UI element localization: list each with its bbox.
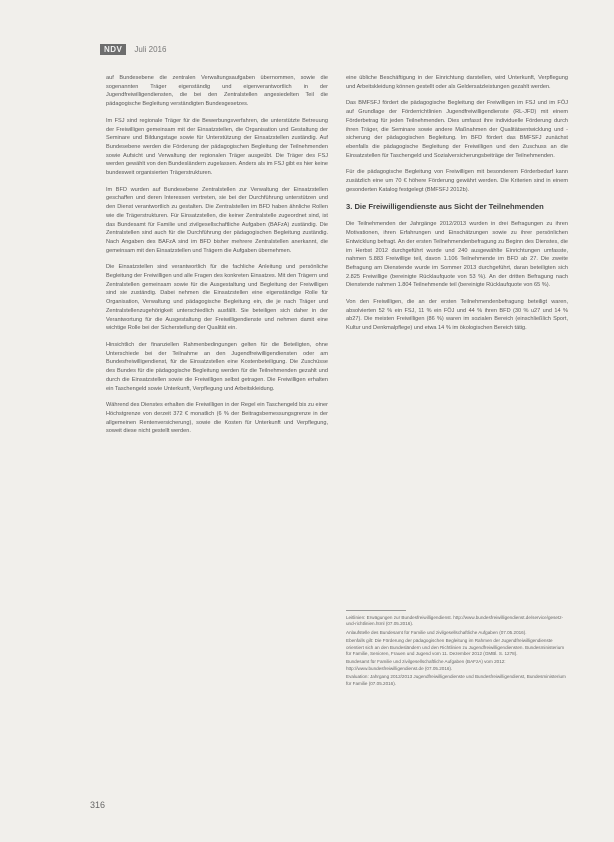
right-paragraph-3: Für die pädagogische Begleitung von Freiwilligen mit besonderem Förderbedarf kann zusätzlich eine um 70 € höhere Förderung gewährt werden. Die Kriterien sind in einem gesonderten Katalog festgelegt (BMFSFJ 2012b). [346, 169, 568, 193]
right-column [346, 74, 568, 341]
left-column [106, 74, 328, 444]
section-heading: 3. Die Freiwilligendienste aus Sicht der Teilnehmenden [346, 202, 544, 212]
left-paragraph-1: auf Bundesebene die zentralen Verwaltungsaufgaben übernommen, sowie die sogenannten Träger eigenständig und eigenverantwortlich in der Jugendfreiwilligendiensten, die bei den Zentralstellen angesiedelten Teil die pädagogische Begleitung verständigten Bundesgesetzes. [106, 75, 328, 108]
issue-date: Juli 2016 [134, 44, 167, 54]
left-paragraph-3: Im BFD wurden auf Bundesebene Zentralstellen zur Verwaltung der Einsatzstellen geschaffen und deren Interessen vertreten, sie bei der Durchführung unterstützen und den Dienst verantwortlich zu gestalten. Die Zentralstellen im BFD haben ähnliche Rollen wie die Trägerstrukturen. Für Einsatzstellen, die keiner Zentralstelle zugeordnet sind, ist das Bundesamt für Familie und zivilgesellschaftliche Aufgaben (BAFzA) zuständig. Die Zentralstellen sind auch für die Durchführung der pädagogischen Begleitung zuständig. Nach Angaben des BAFzA sind im BFD bisher mehrere Zentralstellen anerkannt, die gemeinsam mit den Einsatzstellen und Trägern die Aufgaben übernehmen. [106, 186, 328, 254]
footnote-1: Leitlinien: Erwägungen zur Bundesfreiwilligendienst. http://www.bundesfreiwilligendienst.de/service/gesetz-und-richtlinien.html (07.05.2016). [346, 615, 564, 627]
left-paragraph-4: Die Einsatzstellen sind verantwortlich für die fachliche Anleitung und persönliche Begleitung der Freiwilligen und alle Fragen des konkreten Einsatzes. Mit den Trägern und Zentralstellen gemeinsam sowie für die Ausgestaltung und Begleitung der Freiwilligen sind sie zuständig. Dabei nehmen die Einsatzstellen eine eigenständige Rolle für Organisation, Verwaltung und pädagogische Begleitung ein, die je nach Träger und Zentralstellenzugehörigkeit unterschiedlich ausfällt. Sie beteiligen sich daher in der Verantwortung für die Ausgestaltung der Freiwilligendienste und nehmen damit eine wichtige Rolle bei der Sicherstellung der Qualität ein. [106, 264, 328, 332]
footnote-5: Evaluation: Jahrgang 2012/2013 Jugendfreiwilligendienste und Bundesfreiwilligendienst, Bundesministerium für Familie (07.05.2016). [346, 674, 566, 686]
footnote-divider [346, 610, 406, 611]
right-paragraph-4: Die Teilnehmenden der Jahrgänge 2012/2013 wurden in drei Befragungen zu ihren Motivationen, ihren Erfahrungen und Einschätzungen sowie zu ihrer persönlichen Entwicklung befragt. An der ersten Teilnehmendenbefragung zu Beginn des Dienstes, die im Herbst 2012 durchgeführt wurde und 240 ausgewählte Einrichtungen umfasste, nahmen 5.883 Freiwillige teil, davon 1.106 Teilnehmende im BFD ab 27. Die zweite Befragung am Dienstende wurde im Sommer 2013 durchgeführt, daran beteiligten sich 2.825 Freiwillige (bereinigte Rücklaufquote von 53 %). An der dritten Befragung nach Dienstende nahmen 1.804 Teilnehmende teil (bereinigte Rücklaufquote von 65 %). [346, 221, 568, 289]
page-number: 316 [90, 800, 106, 810]
footnotes [346, 610, 568, 689]
left-paragraph-2: Im FSJ sind regionale Träger für die Bewerbungsverfahren, die unterstützte Betreuung der Freiwilligen gemeinsam mit der Einsatzstellen, die Organisation und Gestaltung der Seminare und Bildungstage sowie für Unterstützung der Einsatzstellen zuständig. Auf Bundesebene werden die Förderung der pädagogischen Begleitung der Teilnehmenden sowie Aufsicht und Verwaltung der regionalen Träger ausgeübt. Die Träger des FSJ werden gewählt von den Bundesländern zugelassen. Anders als im FSJ gibt es hier keine bundesweit organisierten Trägerstrukturen. [106, 117, 328, 177]
footnote-3: Ebenfalls gilt: Die Förderung der pädagogischen Begleitung im Rahmen der Jugendfreiwilligendienste orientiert sich an den Bundesländern und den Richtlinien zu Jugendfreiwilligendiensten. Bundesministerium für Familie, Senioren, Frauen und Jugend vom 11. Dezember 2012 (GMBl. S. 1278). [346, 638, 565, 657]
footnote-4: Bundesamt für Familie und zivilgesellschaftliche Aufgaben (BAFzA) vom 2012: http://www.bundesfreiwilligendienst.de (07.05.2016). [346, 659, 506, 671]
right-paragraph-5: Von den Freiwilligen, die an der ersten Teilnehmendenbefragung beteiligt waren, absolvierten 52 % ein FSJ, 11 % ein FÖJ und 44 % ihren BFD (30 % u27 und 14 % ab27). Die meisten Freiwilligen (86 %) waren im sozialen Bereich (einschließlich Sport, Kultur und Denkmalpflege) und etwa 14 % im ökologischen Bereich tätig. [346, 299, 568, 332]
page-header [100, 42, 166, 56]
journal-badge: NDV [100, 44, 126, 55]
right-paragraph-1: eine übliche Beschäftigung in der Einrichtung darstellen, wird Unterkunft, Verpflegung und Arbeitskleidung können gestellt oder als Geldersatzleistungen gezahlt werden. [346, 75, 568, 90]
left-paragraph-6: Während des Dienstes erhalten die Freiwilligen in der Regel ein Taschengeld bis zu einer Höchstgrenze von derzeit 372 € monatlich (6 % der Beitragsbemessungsgrenze in der allgemeinen Rentenversicherung), sowie die Kosten für Unterkunft und Verpflegung, soweit diese nicht gestellt werden. [106, 402, 328, 435]
right-paragraph-2: Das BMFSFJ fördert die pädagogische Begleitung der Freiwilligen im FSJ und im FÖJ auf Grundlage der Förderrichtlinien Jugendfreiwilligendienste (RL-JFD) mit einem Förderbetrag für jeden Teilnehmenden. Dies umfasst ihre individuelle Förderung durch ihren Träger, die Seminare sowie andere Maßnahmen der Qualitätsentwicklung und -sicherung der pädagogischen Begleitung. Im BFD fördert das BMFSFJ zunächst ebenfalls die pädagogische Begleitung der Freiwilligen und den Zuschuss an die Einsatzstellen für Taschengeld und Sozialversicherungsbeiträge der Teilnehmenden. [346, 100, 568, 159]
left-paragraph-5: Hinsichtlich der finanziellen Rahmenbedingungen gelten für die Beteiligten, ohne Unterschiede bei der Teilnahme an den Jugendfreiwilligendiensten oder am Bundesfreiwilligendienst, für die Einsatzstellen eine Kostenbeteiligung. Die Zuschüsse des Bundes für die pädagogische Begleitung werden für die Teilnehmenden gezahlt und durch die Einsatzstellen sowie die Freiwilligen selbst getragen. Die Freiwilligen erhalten ein Taschengeld sowie Unterkunft, Verpflegung und Arbeitskleidung. [106, 341, 328, 392]
footnote-2: Anlaufstelle des Bundesamt für Familie und zivilgesellschaftliche Aufgaben (07.05.2016). [346, 629, 527, 635]
